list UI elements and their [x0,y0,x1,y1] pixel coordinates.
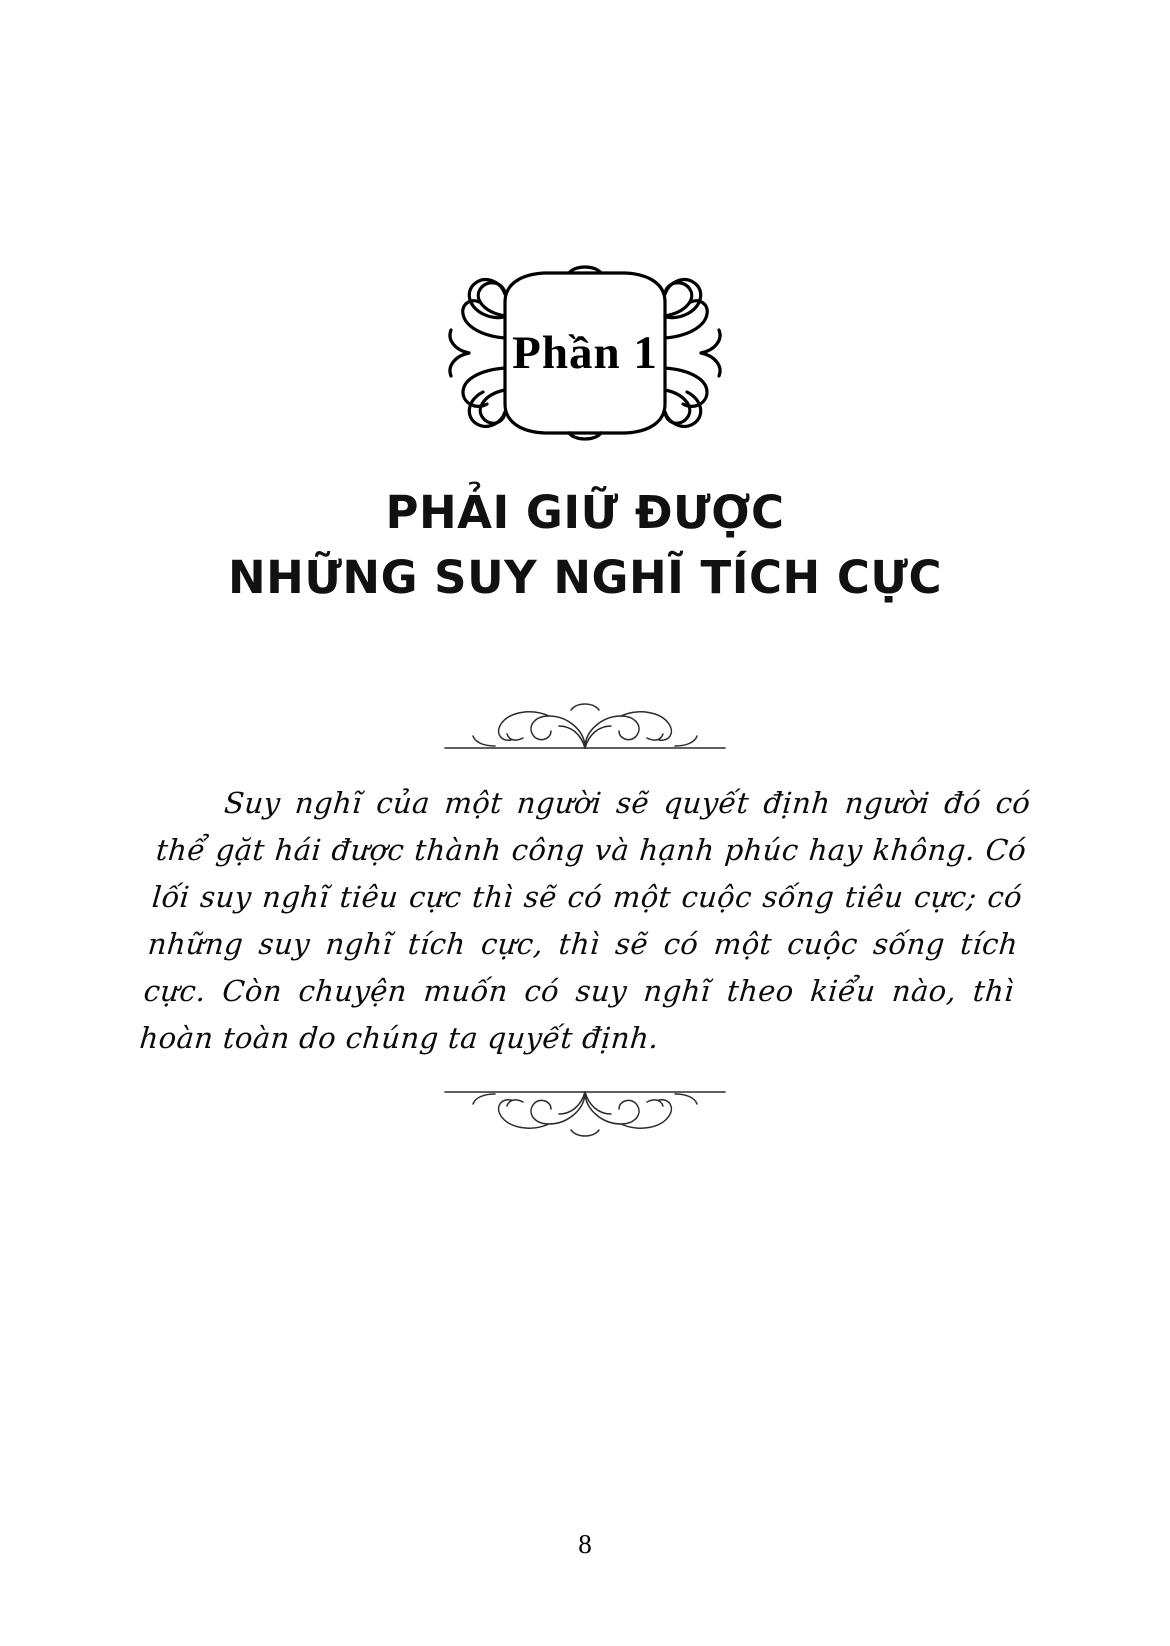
top-divider [0,690,1170,760]
bottom-divider [0,1080,1170,1150]
chapter-title-line-2: NHỮNG SUY NGHĨ TÍCH CỰC [228,551,942,605]
chapter-title-line-1: PHẢI GIỮ ĐƯỢC [385,486,785,539]
body-paragraph: Suy nghĩ của một người sẽ quyết định người đó có thể gặt hái được thành công và hạnh phúc hay không. Có lối suy nghĩ tiêu cực thì sẽ có một cuộc sống tiêu cực; có những suy nghĩ tích cực, thì sẽ có một cuộc sống tích cực. Còn chuyện muốn có suy nghĩ theo kiểu nào, thì hoàn toàn do chúng ta quyết định. [138,786,1032,1055]
part-badge-container [0,258,1170,448]
part-label: Phần 1 [512,327,658,379]
page-number: 8 [578,1529,592,1559]
part-badge [409,258,761,448]
chapter-title [0,480,1170,611]
flourish-divider-icon [435,1080,735,1150]
flourish-divider-icon [435,690,735,760]
